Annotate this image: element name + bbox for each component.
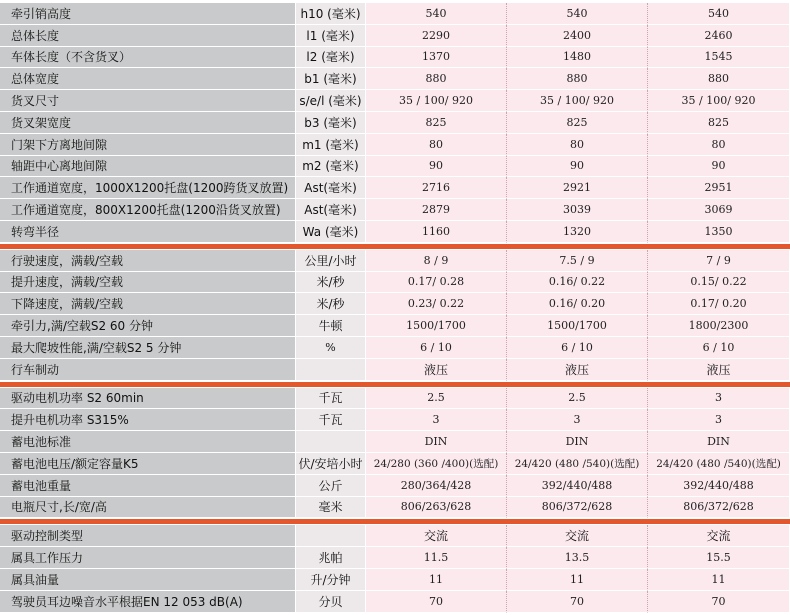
model-1-value: 液压 <box>366 359 507 381</box>
model-3-value: 1800/2300 <box>648 315 789 337</box>
row-label: 蓄电池重量 <box>0 475 296 497</box>
row-label: 提升速度，满载/空载 <box>0 272 296 294</box>
table-row <box>0 475 790 497</box>
model-2-value: 液压 <box>507 359 648 381</box>
table-row <box>0 388 790 410</box>
row-unit: Wa (毫米) <box>296 221 366 243</box>
model-2-value: 1480 <box>507 47 648 69</box>
model-2-value: 1320 <box>507 221 648 243</box>
model-3-value: 1350 <box>648 221 789 243</box>
model-2-value: 2400 <box>507 25 648 47</box>
model-1-value: 11.5 <box>366 547 507 569</box>
model-1-value: DIN <box>366 431 507 453</box>
row-label: 下降速度，满载/空载 <box>0 293 296 315</box>
model-3-value: 液压 <box>648 359 789 381</box>
row-unit: 升/分钟 <box>296 569 366 591</box>
model-3-value: 24/420 (480 /540)(选配) <box>648 453 789 475</box>
table-row <box>0 199 790 221</box>
table-row <box>0 337 790 359</box>
model-3-value: 80 <box>648 134 789 156</box>
table-row <box>0 293 790 315</box>
row-label: 转弯半径 <box>0 221 296 243</box>
model-3-value: 3 <box>648 388 789 410</box>
model-1-value: 70 <box>366 591 507 613</box>
row-label: 牵引销高度 <box>0 3 296 25</box>
table-row <box>0 250 790 272</box>
model-1-value: 2.5 <box>366 388 507 410</box>
model-3-value: 2951 <box>648 177 789 199</box>
row-unit: b1 (毫米) <box>296 68 366 90</box>
row-label: 总体长度 <box>0 25 296 47</box>
table-row <box>0 25 790 47</box>
row-unit: h10 (毫米) <box>296 3 366 25</box>
model-1-value: 1500/1700 <box>366 315 507 337</box>
row-label: 驱动电机功率 S2 60min <box>0 388 296 410</box>
row-label: 电瓶尺寸,长/宽/高 <box>0 497 296 519</box>
model-1-value: 8 / 9 <box>366 250 507 272</box>
model-1-value: 2290 <box>366 25 507 47</box>
table-row <box>0 47 790 69</box>
row-unit: Ast(毫米) <box>296 177 366 199</box>
model-2-value: 13.5 <box>507 547 648 569</box>
row-unit <box>296 525 366 547</box>
row-unit: 毫米 <box>296 497 366 519</box>
model-3-value: 70 <box>648 591 789 613</box>
model-1-value: 0.17/ 0.28 <box>366 272 507 294</box>
table-row <box>0 156 790 178</box>
model-1-value: 3 <box>366 409 507 431</box>
row-label: 总体宽度 <box>0 68 296 90</box>
model-1-value: 540 <box>366 3 507 25</box>
model-2-value: 0.16/ 0.22 <box>507 272 648 294</box>
table-row <box>0 272 790 294</box>
table-row <box>0 591 790 613</box>
model-2-value: 880 <box>507 68 648 90</box>
model-2-value: 540 <box>507 3 648 25</box>
row-label: 货叉尺寸 <box>0 90 296 112</box>
model-2-value: 90 <box>507 156 648 178</box>
row-label: 驱动控制类型 <box>0 525 296 547</box>
row-unit: 牛顿 <box>296 315 366 337</box>
model-3-value: 540 <box>648 3 789 25</box>
model-2-value: 0.16/ 0.20 <box>507 293 648 315</box>
model-2-value: 3039 <box>507 199 648 221</box>
model-3-value: 2460 <box>648 25 789 47</box>
row-label: 属具油量 <box>0 569 296 591</box>
model-2-value: 70 <box>507 591 648 613</box>
row-unit <box>296 359 366 381</box>
table-row <box>0 177 790 199</box>
row-label: 最大爬坡性能,满/空载S2 5 分钟 <box>0 337 296 359</box>
model-3-value: 交流 <box>648 525 789 547</box>
table-row <box>0 569 790 591</box>
model-3-value: 880 <box>648 68 789 90</box>
model-2-value: 3 <box>507 409 648 431</box>
model-2-value: 24/420 (480 /540)(选配) <box>507 453 648 475</box>
row-unit: b3 (毫米) <box>296 112 366 134</box>
model-3-value: 825 <box>648 112 789 134</box>
row-label: 驾驶员耳边噪音水平根据EN 12 053 dB(A) <box>0 591 296 613</box>
section-divider <box>0 244 790 249</box>
model-3-value: 1545 <box>648 47 789 69</box>
model-1-value: 交流 <box>366 525 507 547</box>
row-unit: l2 (毫米) <box>296 47 366 69</box>
model-2-value: 35 / 100/ 920 <box>507 90 648 112</box>
row-unit: s/e/l (毫米) <box>296 90 366 112</box>
model-1-value: 280/364/428 <box>366 475 507 497</box>
row-unit <box>296 431 366 453</box>
row-unit: Ast(毫米) <box>296 199 366 221</box>
row-unit: 米/秒 <box>296 272 366 294</box>
row-label: 行车制动 <box>0 359 296 381</box>
row-label: 属具工作压力 <box>0 547 296 569</box>
model-3-value: 3069 <box>648 199 789 221</box>
model-3-value: 3 <box>648 409 789 431</box>
model-2-value: 2921 <box>507 177 648 199</box>
row-unit: 千瓦 <box>296 409 366 431</box>
table-row <box>0 315 790 337</box>
model-3-value: 6 / 10 <box>648 337 789 359</box>
model-3-value: 35 / 100/ 920 <box>648 90 789 112</box>
table-row <box>0 112 790 134</box>
row-label: 工作通道宽度，800X1200托盘(1200沿货叉放置) <box>0 199 296 221</box>
model-1-value: 1160 <box>366 221 507 243</box>
model-3-value: 15.5 <box>648 547 789 569</box>
model-2-value: DIN <box>507 431 648 453</box>
model-2-value: 7.5 / 9 <box>507 250 648 272</box>
model-1-value: 1370 <box>366 47 507 69</box>
model-2-value: 806/372/628 <box>507 497 648 519</box>
model-1-value: 806/263/628 <box>366 497 507 519</box>
model-2-value: 11 <box>507 569 648 591</box>
model-1-value: 2716 <box>366 177 507 199</box>
row-label: 工作通道宽度，1000X1200托盘(1200跨货叉放置) <box>0 177 296 199</box>
model-3-value: 806/372/628 <box>648 497 789 519</box>
table-row <box>0 359 790 381</box>
table-row <box>0 68 790 90</box>
model-2-value: 825 <box>507 112 648 134</box>
model-2-value: 6 / 10 <box>507 337 648 359</box>
row-unit: 兆帕 <box>296 547 366 569</box>
model-2-value: 2.5 <box>507 388 648 410</box>
model-1-value: 11 <box>366 569 507 591</box>
table-row <box>0 431 790 453</box>
model-3-value: 392/440/488 <box>648 475 789 497</box>
row-unit: 千瓦 <box>296 388 366 410</box>
table-row <box>0 409 790 431</box>
model-3-value: 11 <box>648 569 789 591</box>
table-row <box>0 497 790 519</box>
row-label: 蓄电池电压/额定容量K5 <box>0 453 296 475</box>
table-row <box>0 90 790 112</box>
model-3-value: 0.15/ 0.22 <box>648 272 789 294</box>
model-1-value: 825 <box>366 112 507 134</box>
model-2-value: 392/440/488 <box>507 475 648 497</box>
row-label: 蓄电池标准 <box>0 431 296 453</box>
table-row <box>0 3 790 25</box>
model-1-value: 0.23/ 0.22 <box>366 293 507 315</box>
row-unit: 公斤 <box>296 475 366 497</box>
section-divider <box>0 519 790 524</box>
model-1-value: 80 <box>366 134 507 156</box>
row-unit: 米/秒 <box>296 293 366 315</box>
row-unit: % <box>296 337 366 359</box>
row-unit: m2 (毫米) <box>296 156 366 178</box>
row-unit: m1 (毫米) <box>296 134 366 156</box>
row-label: 轴距中心离地间隙 <box>0 156 296 178</box>
table-row <box>0 221 790 243</box>
table-row <box>0 547 790 569</box>
row-unit: 伏/安培小时 <box>296 453 366 475</box>
table-row <box>0 525 790 547</box>
model-1-value: 24/280 (360 /400)(选配) <box>366 453 507 475</box>
model-3-value: DIN <box>648 431 789 453</box>
model-2-value: 1500/1700 <box>507 315 648 337</box>
row-label: 车体长度（不含货叉） <box>0 47 296 69</box>
model-2-value: 交流 <box>507 525 648 547</box>
model-3-value: 90 <box>648 156 789 178</box>
table-row <box>0 453 790 475</box>
model-1-value: 880 <box>366 68 507 90</box>
model-1-value: 6 / 10 <box>366 337 507 359</box>
row-label: 行驶速度，满载/空载 <box>0 250 296 272</box>
table-row <box>0 134 790 156</box>
section-divider <box>0 382 790 387</box>
model-1-value: 2879 <box>366 199 507 221</box>
model-1-value: 90 <box>366 156 507 178</box>
row-label: 提升电机功率 S315% <box>0 409 296 431</box>
row-unit: 公里/小时 <box>296 250 366 272</box>
row-label: 牵引力,满/空载S2 60 分钟 <box>0 315 296 337</box>
row-unit: l1 (毫米) <box>296 25 366 47</box>
row-label: 货叉架宽度 <box>0 112 296 134</box>
model-1-value: 35 / 100/ 920 <box>366 90 507 112</box>
model-2-value: 80 <box>507 134 648 156</box>
row-label: 门架下方离地间隙 <box>0 134 296 156</box>
model-3-value: 7 / 9 <box>648 250 789 272</box>
row-unit: 分贝 <box>296 591 366 613</box>
model-3-value: 0.17/ 0.20 <box>648 293 789 315</box>
